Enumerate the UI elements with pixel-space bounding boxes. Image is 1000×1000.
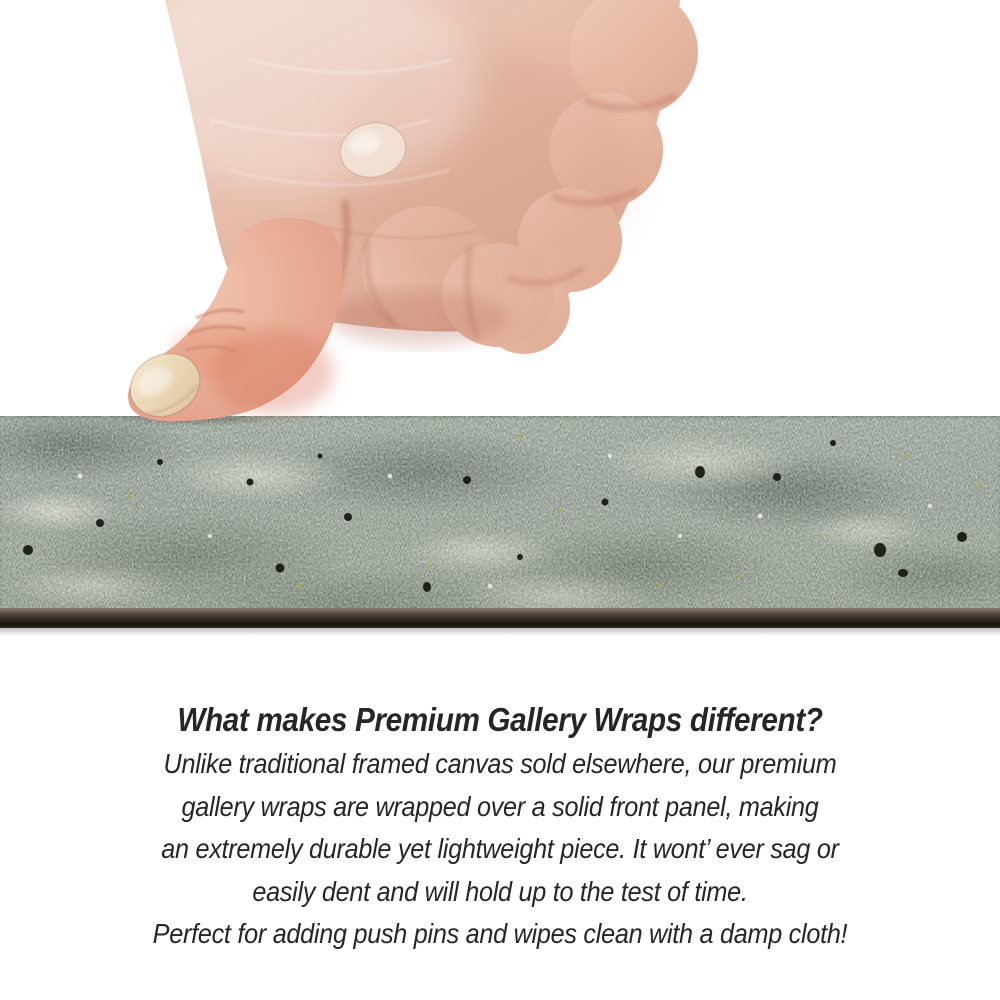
caption-heading: What makes Premium Gallery Wraps different? — [177, 701, 823, 738]
caption-line: Unlike traditional framed canvas sold elsewhere, our premium — [163, 748, 837, 779]
panel-edge-shadow — [0, 628, 1000, 636]
caption-line: Perfect for adding push pins and wipes clean with a damp cloth! — [152, 918, 848, 949]
caption-line: an extremely durable yet lightweight piece. It wont’ ever sag or — [161, 833, 839, 864]
caption-line: easily dent and will hold up to the test of time. — [252, 875, 748, 907]
caption-line: gallery wraps are wrapped over a solid front panel, making — [181, 790, 819, 822]
panel-edge — [0, 608, 1000, 628]
caption-block — [50, 697, 950, 956]
hand-photo — [0, 0, 1000, 450]
finger-base-shadow — [330, 290, 510, 346]
